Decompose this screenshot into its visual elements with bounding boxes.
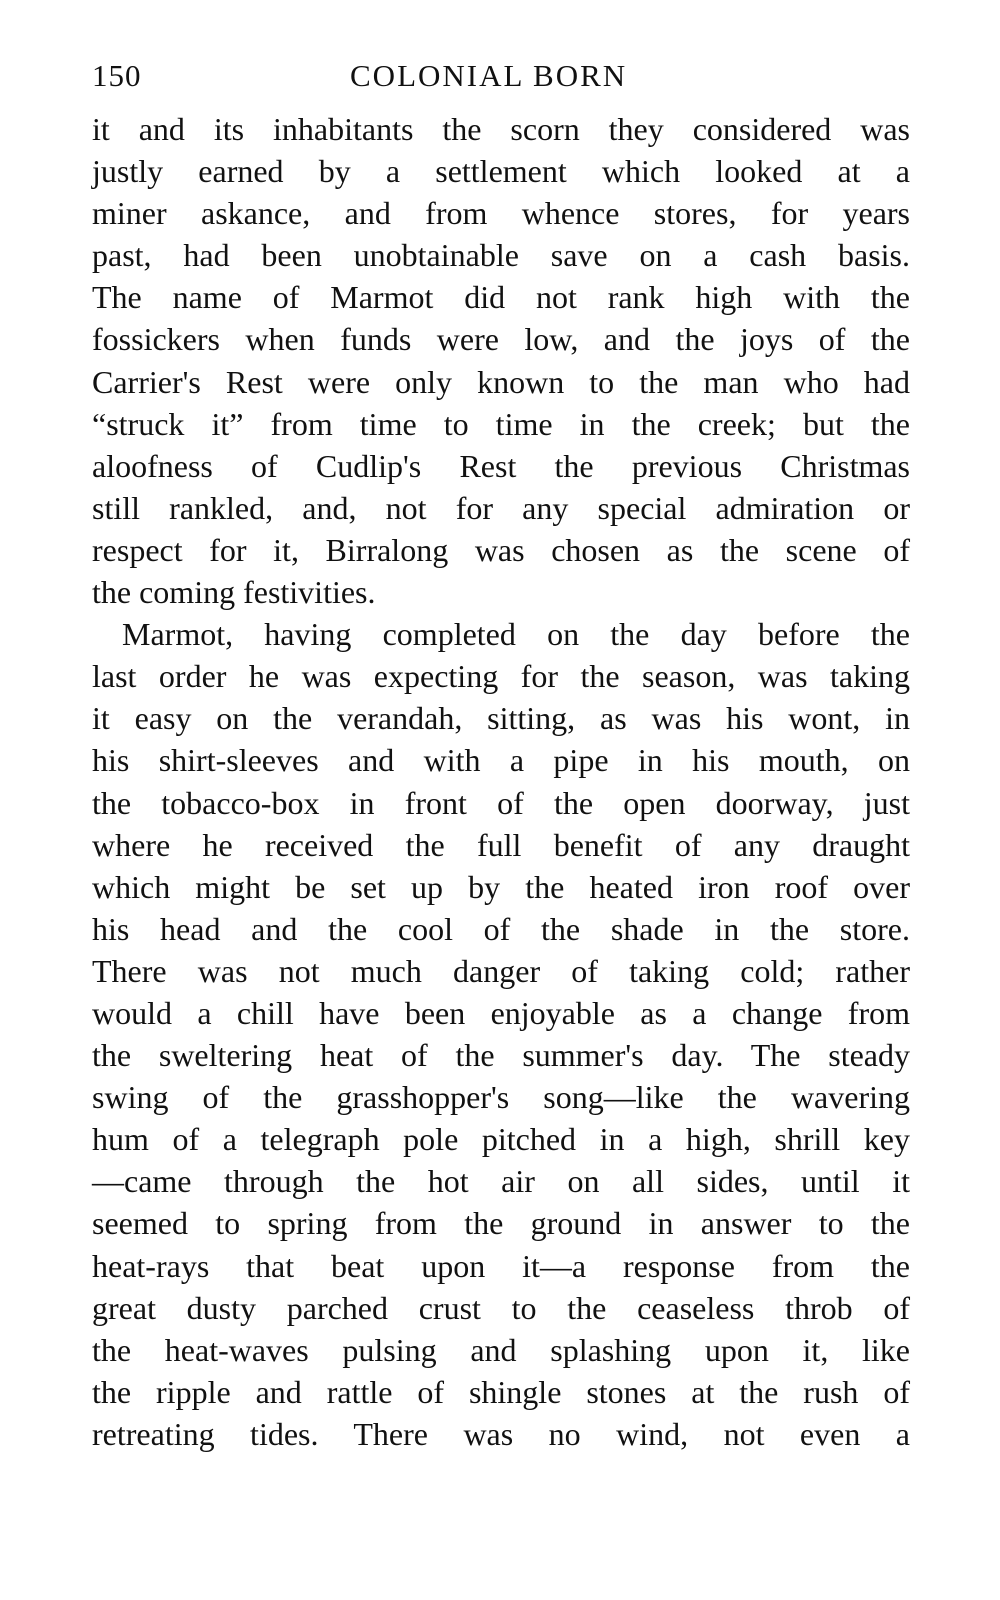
text-line: —came through the hot air on all sides, until it: [92, 1163, 910, 1200]
text-line: hum of a telegraph pole pitched in a high, shrill key: [92, 1121, 910, 1158]
text-line: his head and the cool of the shade in the store.: [92, 910, 910, 947]
running-title: COLONIAL BORN: [350, 58, 628, 93]
text-line: the tobacco-box in front of the open doorway, just: [92, 784, 910, 821]
text-line: it easy on the verandah, sitting, as was his wont, in: [92, 700, 910, 737]
text-line: aloofness of Cudlip's Rest the previous Christmas: [92, 447, 910, 484]
body-text: [92, 108, 910, 1455]
text-line: would a chill have been enjoyable as a change from: [92, 994, 910, 1031]
text-line: where he received the full benefit of any draught: [92, 826, 910, 863]
paragraph-end-line: the coming festivities.: [92, 574, 376, 611]
text-line: past, had been unobtainable save on a cash basis.: [92, 237, 910, 274]
text-line: Carrier's Rest were only known to the man who had: [92, 363, 910, 400]
text-line: the ripple and rattle of shingle stones at the rush of: [92, 1373, 910, 1410]
text-line: fossickers when funds were low, and the joys of the: [92, 321, 910, 358]
text-line: which might be set up by the heated iron roof over: [92, 868, 910, 905]
page-number: 150: [92, 58, 142, 93]
text-line: “struck it” from time to time in the creek; but the: [92, 405, 910, 442]
text-line: great dusty parched crust to the ceaseless throb of: [92, 1289, 910, 1326]
text-line: respect for it, Birralong was chosen as the scene of: [92, 531, 910, 568]
text-line: miner askance, and from whence stores, for years: [92, 195, 910, 232]
running-head: [92, 48, 910, 108]
text-line: the heat-waves pulsing and splashing upon it, like: [92, 1331, 910, 1368]
book-page: [92, 48, 910, 1455]
text-line: the sweltering heat of the summer's day. The steady: [92, 1037, 910, 1074]
text-line: last order he was expecting for the season, was taking: [92, 658, 910, 695]
text-line: swing of the grasshopper's song—like the wavering: [92, 1079, 910, 1116]
text-line: heat-rays that beat upon it—a response from the: [92, 1247, 910, 1284]
text-line: his shirt-sleeves and with a pipe in his mouth, on: [92, 742, 910, 779]
paragraph-start-line: Marmot, having completed on the day before the: [122, 616, 910, 653]
text-line: The name of Marmot did not rank high with the: [92, 279, 910, 316]
text-line: retreating tides. There was no wind, not even a: [92, 1415, 910, 1452]
text-line: justly earned by a settlement which looked at a: [92, 153, 910, 190]
text-line: There was not much danger of taking cold; rather: [92, 952, 910, 989]
text-line: it and its inhabitants the scorn they considered was: [92, 111, 910, 147]
text-line: seemed to spring from the ground in answer to the: [92, 1205, 910, 1242]
text-line: still rankled, and, not for any special admiration or: [92, 489, 910, 526]
